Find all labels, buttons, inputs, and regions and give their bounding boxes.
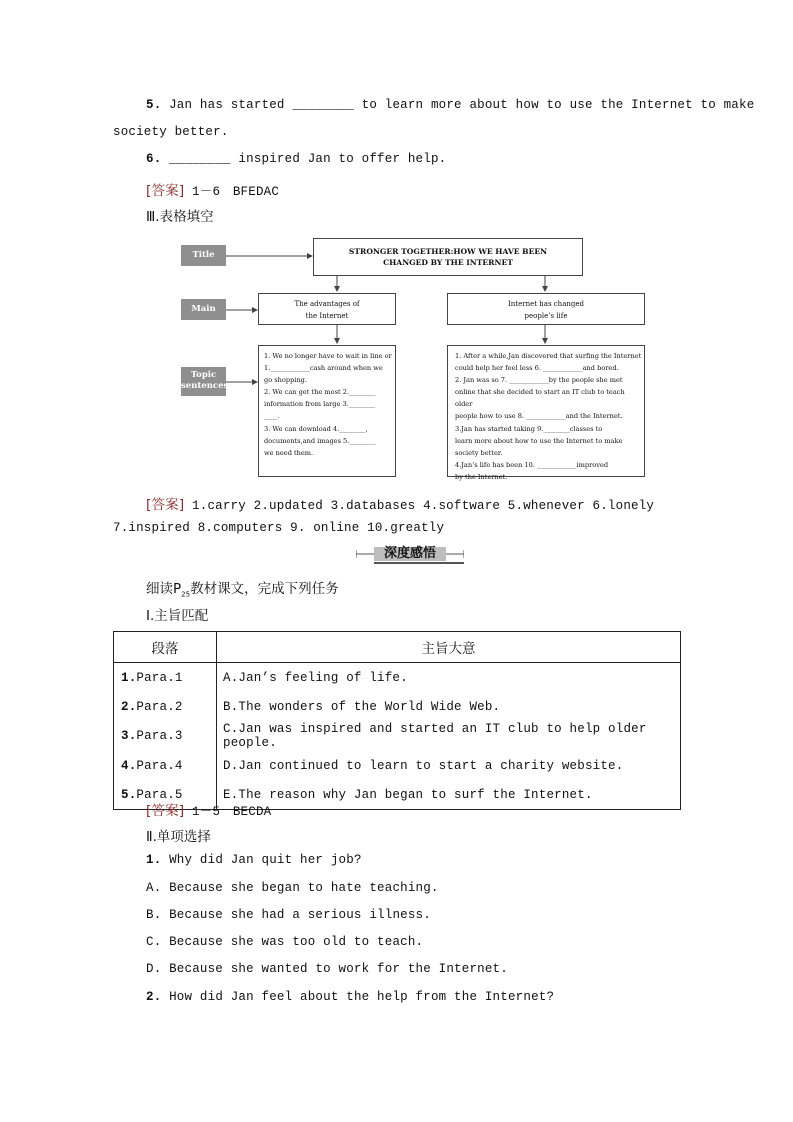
answer-2 (146, 493, 654, 513)
instruction-text: 细读P (146, 581, 182, 597)
mc-question-1 (146, 853, 362, 867)
topic-right-box (447, 345, 645, 481)
topic-right-line: 1. After a while,Jan discovered that surfing the Internet (455, 352, 642, 360)
header-main-idea: 主旨大意 (217, 632, 681, 663)
topic-left-line: ____. (264, 412, 280, 421)
answer-text: 1－5 BECDA (192, 805, 272, 819)
main-idea-tag: Main idea (181, 299, 226, 320)
row-para-label: Para.5 (136, 787, 183, 802)
answer-2-continued: 7.inspired 8.computers 9. online 10.greatly (113, 521, 445, 535)
instruction-rest: 教材课文，完成下列任务 (190, 581, 339, 597)
main-left-line2: the Internet (305, 312, 349, 320)
topic-tag-line1: Topic (190, 370, 217, 380)
row-number: 4. (121, 758, 137, 773)
title-box (313, 238, 583, 276)
topic-sentences-tag (181, 367, 229, 396)
question-6-text: ________ inspired Jan to offer help. (169, 152, 447, 166)
topic-right-line: online that she decided to start an IT club to teach older (455, 388, 625, 409)
row-number: 2. (121, 699, 137, 714)
row-idea: E.The reason why Jan began to surf the Internet. (223, 787, 593, 802)
reading-instruction (146, 577, 339, 599)
question-5-continued: society better. (113, 125, 229, 139)
row-para (114, 751, 217, 780)
topic-right-line: people how to use 8. ____________and the Internet. (455, 412, 623, 421)
row-para (114, 721, 217, 751)
topic-left-line: go shopping. (264, 376, 308, 385)
row-para (114, 692, 217, 721)
row-idea: B.The wonders of the World Wide Web. (223, 699, 501, 714)
title-tag: Title (181, 245, 226, 266)
topic-left-line: documents,and images 5.________ (264, 436, 376, 445)
row-number: 3. (121, 729, 137, 743)
topic-left-line: we need them. (264, 448, 314, 457)
row-para (114, 663, 217, 693)
row-idea: C.Jan was inspired and started an IT club to help older people. (223, 722, 647, 750)
main-idea-right-box (447, 293, 645, 325)
topic-right-line: society better. (455, 448, 503, 457)
question-5-text: Jan has started ________ to learn more about how to use the Internet to make (169, 98, 755, 112)
table-row (114, 663, 681, 693)
topic-right-line: 4.Jan’s life has been 10. ____________improved (455, 460, 609, 469)
header-paragraph: 段落 (114, 632, 217, 663)
topic-right-line: could help her feel less 6. ____________and bored. (455, 364, 619, 373)
mc-1-question: Why did Jan quit her job? (169, 853, 362, 867)
row-para-label: Para.3 (136, 729, 183, 743)
topic-left-line: 1.____________cash around when we (264, 364, 383, 373)
row-number: 5. (121, 787, 137, 802)
mc-2-number: 2. (146, 990, 162, 1004)
section-banner (356, 546, 464, 564)
main-left-line1: The advantages of (294, 300, 360, 308)
main-idea-left-box (258, 293, 396, 325)
instruction-page: 25 (181, 590, 191, 599)
topic-left-line: 1. We no longer have to wait in line or (264, 352, 392, 360)
mc-1-number: 1. (146, 853, 162, 867)
answer-label: [答案] (146, 803, 185, 819)
section-1-title: Ⅰ.主旨匹配 (146, 608, 209, 624)
row-para-label: Para.4 (136, 758, 183, 773)
answer-text: 1.carry 2.updated 3.databases 4.software 5.whenever 6.lonely (192, 499, 655, 513)
matching-table (113, 631, 681, 810)
row-idea: D.Jan continued to learn to start a charity website. (223, 758, 624, 773)
section-3-title: Ⅲ.表格填空 (146, 209, 214, 225)
question-6-number: 6. (146, 152, 162, 166)
title-line2: CHANGED BY THE INTERNET (383, 258, 513, 267)
mc-2-question: How did Jan feel about the help from the Internet? (169, 990, 555, 1004)
answer-text: 1－6 BFEDAC (192, 185, 280, 199)
table-row (114, 692, 681, 721)
mc-1-option: B. Because she had a serious illness. (146, 908, 431, 922)
topic-tag-line2: sentences (181, 381, 229, 391)
mc-1-option: A. Because she began to hate teaching. (146, 881, 439, 895)
section-2-title: Ⅱ.单项选择 (146, 829, 211, 845)
topic-left-box (258, 345, 396, 477)
row-number: 1. (121, 670, 137, 685)
topic-left-line: information from large 3.________ (264, 400, 376, 409)
title-line1: STRONGER TOGETHER:HOW WE HAVE BEEN (348, 247, 548, 256)
main-right-line2: people’s life (524, 312, 568, 320)
row-para-label: Para.1 (136, 670, 183, 685)
topic-right-line: learn more about how to use the Internet to make (455, 436, 623, 445)
table-header-row (114, 632, 681, 663)
topic-left-line: 3. We can download 4.________, (264, 424, 368, 433)
table-row (114, 721, 681, 751)
topic-right-line: by the Internet. (455, 472, 508, 481)
question-5-number: 5. (146, 98, 162, 112)
mc-1-option: D. Because she wanted to work for the Internet. (146, 962, 508, 976)
table-row (114, 751, 681, 780)
row-idea: A.Jan’s feeling of life. (223, 670, 408, 685)
answer-label: [答案] (146, 183, 185, 199)
answer-3 (146, 799, 271, 819)
topic-left-line: 2. We can get the most 2.________ (264, 388, 376, 397)
mc-1-option: C. Because she was too old to teach. (146, 935, 424, 949)
topic-right-line: 2. Jan was so 7. ____________by the people she met (455, 376, 623, 385)
answer-label: [答案] (146, 497, 185, 513)
topic-right-line: 3.Jan has started taking 9.________classes to (455, 424, 603, 433)
mc-question-2 (146, 990, 554, 1004)
main-right-line1: Internet has changed (508, 300, 584, 308)
row-para-label: Para.2 (136, 699, 183, 714)
banner-text: 深度感悟 (383, 546, 436, 561)
